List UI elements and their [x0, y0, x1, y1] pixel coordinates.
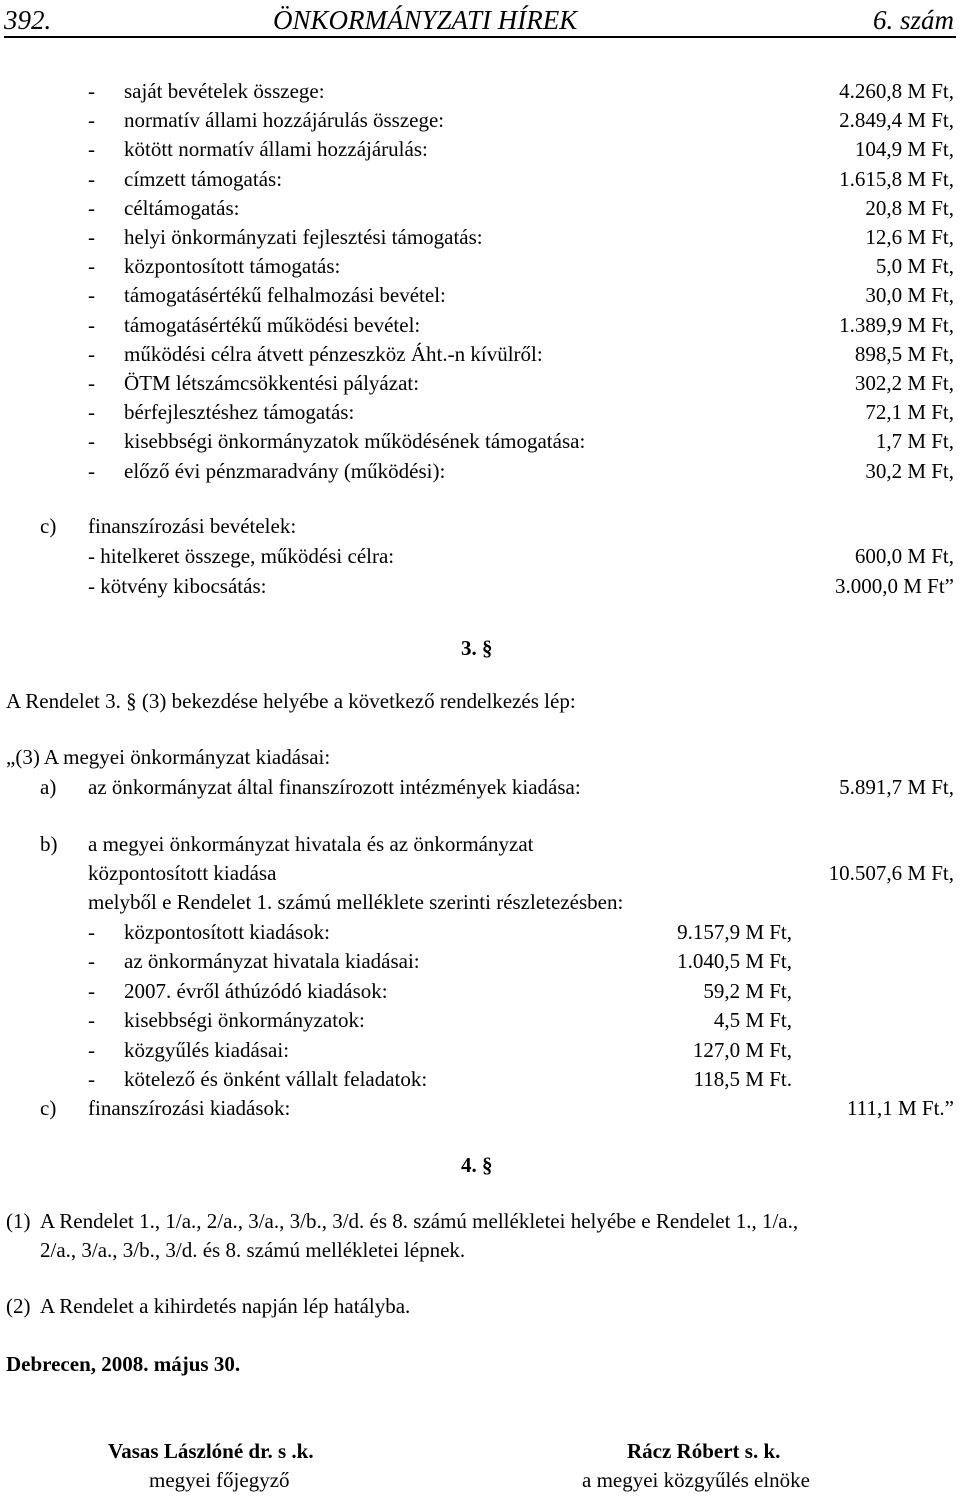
- breakdown-item-value: 118,5 M Ft.: [693, 1067, 792, 1091]
- income-item-dash: -: [88, 254, 95, 279]
- income-item-value: 2.849,4 M Ft,: [839, 108, 954, 133]
- paragraph-1-marker: (1): [6, 1209, 31, 1233]
- breakdown-item-label: kötelező és önként vállalt feladatok:: [124, 1067, 428, 1091]
- breakdown-item-label: 2007. évről áthúzódó kiadások:: [124, 978, 388, 1003]
- breakdown-item-dash: -: [88, 1008, 95, 1033]
- breakdown-item-value: 1.040,5 M Ft,: [677, 949, 792, 974]
- item-a-value: 5.891,7 M Ft,: [839, 775, 954, 799]
- income-item-label: előző évi pénzmaradvány (működési):: [124, 458, 446, 483]
- income-item-label: kisebbségi önkormányzatok működésének támogatása:: [124, 429, 586, 454]
- section-4-heading: 4. §: [461, 1153, 493, 1177]
- item-c-label: finanszírozási kiadások:: [88, 1096, 291, 1120]
- issue-number: 6. szám: [872, 5, 954, 35]
- section-3-quote-start: „(3) A megyei önkormányzat kiadásai:: [6, 745, 331, 769]
- item-c-marker: c): [40, 1096, 57, 1120]
- item-b-line1: a megyei önkormányzat hivatala és az önkormányzat: [88, 832, 534, 856]
- income-item-value: 4.260,8 M Ft,: [839, 79, 954, 103]
- income-item-dash: -: [88, 371, 95, 395]
- item-a-marker: a): [40, 775, 57, 799]
- breakdown-item-dash: -: [88, 1037, 95, 1062]
- item-c-value: 111,1 M Ft.”: [847, 1096, 954, 1120]
- income-item-value: 1.615,8 M Ft,: [839, 166, 954, 191]
- income-item-label: központosított támogatás:: [124, 254, 341, 279]
- financing-income-heading: finanszírozási bevételek:: [88, 514, 297, 538]
- income-item-label: támogatásértékű működési bevétel:: [124, 312, 421, 337]
- income-item-value: 1,7 M Ft,: [875, 429, 954, 454]
- income-item-value: 1.389,9 M Ft,: [839, 312, 954, 337]
- paragraph-1-line2: 2/a., 3/a., 3/b., 3/d. és 8. számú mellékletei lépnek.: [40, 1238, 466, 1262]
- item-b-value: 10.507,6 M Ft,: [828, 861, 954, 885]
- income-item-value: 20,8 M Ft,: [865, 195, 954, 220]
- income-item-dash: -: [88, 283, 95, 308]
- income-item-value: 30,2 M Ft,: [865, 458, 954, 483]
- breakdown-item-label: közgyűlés kiadásai:: [124, 1037, 290, 1062]
- signatory-left-name: Vasas Lászlóné dr. s .k.: [108, 1439, 314, 1463]
- breakdown-item-dash: -: [88, 1067, 95, 1091]
- paragraph-2-text: A Rendelet a kihirdetés napján lép hatályba.: [40, 1294, 411, 1318]
- income-item-dash: -: [88, 108, 95, 133]
- income-item-dash: -: [88, 341, 95, 366]
- income-item-label: saját bevételek összege:: [124, 79, 325, 103]
- financing-income-item-label: - kötvény kibocsátás:: [88, 574, 267, 598]
- item-b-line2: központosított kiadása: [88, 861, 277, 885]
- item-b-line3: melyből e Rendelet 1. számú melléklete szerinti részletezésben:: [88, 890, 624, 914]
- income-item-value: 30,0 M Ft,: [865, 283, 954, 308]
- paragraph-2-marker: (2): [6, 1294, 31, 1318]
- financing-income-marker: c): [40, 514, 57, 538]
- income-item-dash: -: [88, 312, 95, 337]
- breakdown-item-value: 59,2 M Ft,: [703, 978, 792, 1003]
- financing-income-item-label: - hitelkeret összege, működési célra:: [88, 544, 395, 568]
- income-item-label: normatív állami hozzájárulás összege:: [124, 108, 445, 133]
- header-rule: [4, 36, 956, 38]
- breakdown-item-label: központosított kiadások:: [124, 920, 330, 944]
- signatory-right-name: Rácz Róbert s. k.: [627, 1439, 781, 1463]
- income-item-value: 302,2 M Ft,: [854, 371, 954, 395]
- income-item-label: működési célra átvett pénzeszköz Áht.-n kívülről:: [124, 341, 543, 366]
- breakdown-item-dash: -: [88, 920, 95, 944]
- signatory-right-title: a megyei közgyűlés elnöke: [582, 1468, 811, 1492]
- income-item-dash: -: [88, 225, 95, 249]
- income-item-label: ÖTM létszámcsökkentési pályázat:: [124, 371, 420, 395]
- signatory-left-title: megyei főjegyző: [149, 1468, 290, 1492]
- breakdown-item-label: kisebbségi önkormányzatok:: [124, 1008, 365, 1033]
- income-item-value: 898,5 M Ft,: [854, 341, 954, 366]
- place-date: Debrecen, 2008. május 30.: [6, 1352, 241, 1376]
- income-item-label: támogatásértékű felhalmozási bevétel:: [124, 283, 446, 308]
- income-item-dash: -: [88, 137, 95, 162]
- breakdown-item-value: 4,5 M Ft,: [713, 1008, 792, 1033]
- breakdown-item-dash: -: [88, 978, 95, 1003]
- income-item-dash: -: [88, 458, 95, 483]
- publication-title: ÖNKORMÁNYZATI HÍREK: [273, 5, 578, 35]
- breakdown-item-value: 127,0 M Ft,: [692, 1037, 792, 1062]
- income-item-value: 72,1 M Ft,: [865, 400, 954, 425]
- section-3-intro: A Rendelet 3. § (3) bekezdése helyébe a következő rendelkezés lép:: [6, 689, 576, 713]
- income-item-value: 12,6 M Ft,: [865, 225, 954, 249]
- income-item-dash: -: [88, 400, 95, 425]
- income-item-label: céltámogatás:: [124, 195, 240, 220]
- page-number: 392.: [4, 5, 52, 35]
- income-item-value: 104,9 M Ft,: [854, 137, 954, 162]
- financing-income-item-value: 3.000,0 M Ft”: [834, 574, 954, 598]
- income-item-label: helyi önkormányzati fejlesztési támogatás:: [124, 225, 483, 249]
- income-item-label: címzett támogatás:: [124, 166, 283, 191]
- section-3-heading: 3. §: [461, 636, 493, 660]
- income-item-label: kötött normatív állami hozzájárulás:: [124, 137, 428, 162]
- breakdown-item-dash: -: [88, 949, 95, 974]
- item-a-label: az önkormányzat által finanszírozott intézmények kiadása:: [88, 775, 581, 799]
- paragraph-1-line1: A Rendelet 1., 1/a., 2/a., 3/a., 3/b., 3/d. és 8. számú mellékletei helyébe e Rendelet 1., 1/a.,: [40, 1209, 799, 1233]
- income-item-dash: -: [88, 166, 95, 191]
- breakdown-item-label: az önkormányzat hivatala kiadásai:: [124, 949, 420, 974]
- income-item-dash: -: [88, 195, 95, 220]
- breakdown-item-value: 9.157,9 M Ft,: [677, 920, 792, 944]
- financing-income-item-value: 600,0 M Ft,: [854, 544, 954, 568]
- income-item-dash: -: [88, 79, 95, 103]
- income-item-value: 5,0 M Ft,: [875, 254, 954, 279]
- item-b-marker: b): [40, 832, 58, 856]
- income-item-label: bérfejlesztéshez támogatás:: [124, 400, 355, 425]
- income-item-dash: -: [88, 429, 95, 454]
